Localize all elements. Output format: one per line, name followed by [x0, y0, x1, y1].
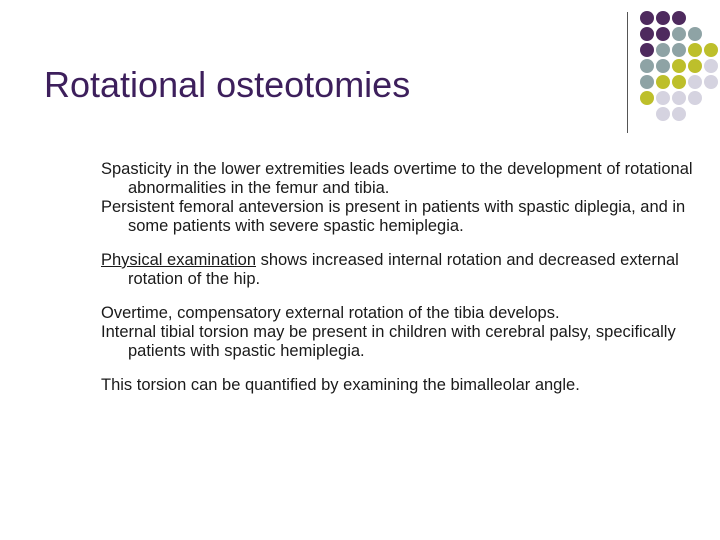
body-paragraph: Persistent femoral anteversion is present in patients with spastic diplegia, and in some patients with severe spastic hemiplegia.	[101, 198, 686, 235]
decor-dot	[688, 27, 702, 41]
body-paragraph: This torsion can be quantified by examining the bimalleolar angle.	[101, 376, 580, 394]
decor-dot	[656, 27, 670, 41]
body-paragraph-text: shows increased internal rotation and decreased external rotation of the hip.	[128, 251, 679, 288]
decor-dot	[640, 27, 654, 41]
decor-dot	[656, 11, 670, 25]
slide-title: Rotational osteotomies	[44, 64, 411, 105]
decor-dot	[656, 59, 670, 73]
title-divider-line	[627, 12, 628, 133]
decor-dot	[688, 91, 702, 105]
decorative-dot-grid	[640, 11, 720, 121]
decor-dot	[656, 75, 670, 89]
decor-dot	[640, 43, 654, 57]
decor-dot	[688, 43, 702, 57]
decor-dot	[672, 91, 686, 105]
body-paragraph: Internal tibial torsion may be present in children with cerebral palsy, specifically patients with spastic hemiplegia.	[101, 323, 676, 360]
decor-dot	[672, 27, 686, 41]
decor-dot	[640, 11, 654, 25]
decor-dot	[656, 43, 670, 57]
decor-dot	[640, 75, 654, 89]
decor-dot	[672, 107, 686, 121]
decor-dot	[640, 91, 654, 105]
slide-body	[101, 160, 706, 395]
body-paragraph: Overtime, compensatory external rotation of the tibia develops.	[101, 304, 560, 322]
decor-dot	[672, 43, 686, 57]
decor-dot	[688, 59, 702, 73]
decor-dot	[672, 11, 686, 25]
body-paragraph: Spasticity in the lower extremities leads overtime to the development of rotational abnormalities in the femur and tibia.	[101, 160, 693, 197]
decor-dot	[656, 91, 670, 105]
decor-dot	[672, 75, 686, 89]
decor-dot	[688, 75, 702, 89]
decor-dot	[704, 59, 718, 73]
body-paragraph	[101, 251, 706, 289]
decor-dot	[704, 43, 718, 57]
physical-examination-link[interactable]: Physical examination	[101, 251, 256, 269]
decor-dot	[640, 59, 654, 73]
decor-dot	[672, 59, 686, 73]
decor-dot	[656, 107, 670, 121]
decor-dot	[704, 75, 718, 89]
